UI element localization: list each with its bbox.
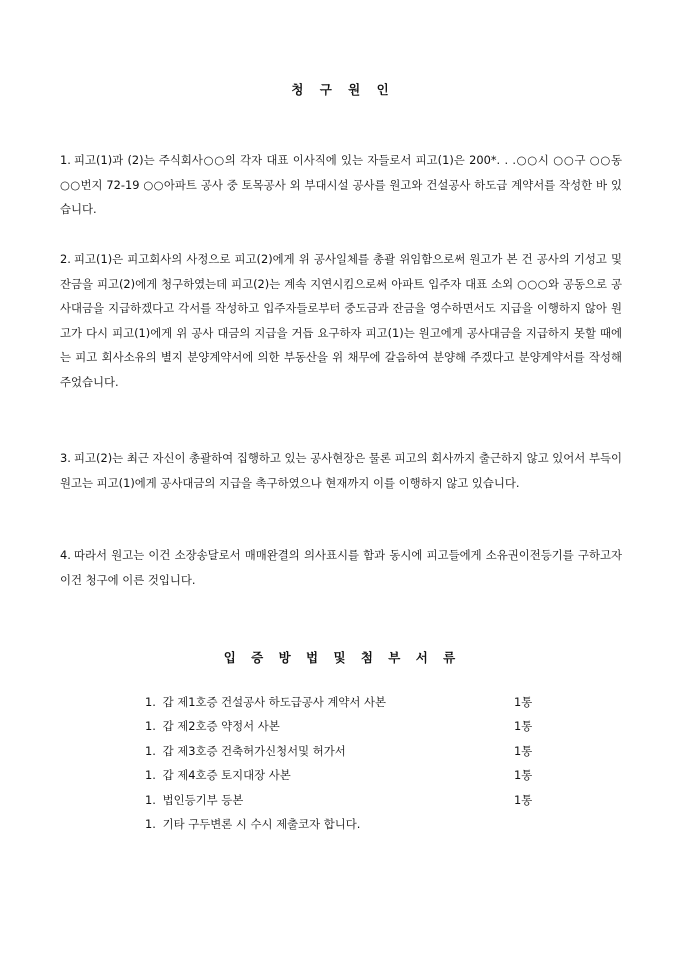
item-text: 법인등기부 등본 [162, 792, 244, 807]
evidence-title: 입 증 방 법 및 첨 부 서 류 [223, 650, 457, 665]
paragraph-number: 2. [60, 252, 71, 266]
list-item [145, 690, 545, 714]
item-text: 갑 제1호증 건설공사 하도급공사 계약서 사본 [162, 695, 387, 709]
item-number: 1. [145, 743, 156, 758]
item-quantity: 1통 [514, 695, 533, 709]
item-quantity: 1통 [514, 768, 533, 783]
cause-paragraph-3 [60, 446, 622, 495]
cause-title: 청 구 원 인 [291, 82, 389, 97]
cause-paragraph-2 [60, 247, 622, 395]
evidence-list [145, 690, 545, 836]
paragraph-number: 4. [60, 548, 71, 562]
item-quantity: 1통 [514, 792, 533, 807]
item-quantity: 1통 [514, 743, 533, 758]
paragraph-text: 따라서 원고는 이건 소장송달로서 매매완결의 의사표시를 함과 동시에 피고들에게 소유권이전등기를 구하고자 이건 청구에 이른 것입니다. [60, 548, 622, 587]
cause-paragraph-1 [60, 148, 622, 222]
item-text: 갑 제4호증 토지대장 사본 [162, 768, 291, 783]
list-item [145, 739, 545, 763]
paragraph-number: 1. [60, 153, 71, 167]
item-text: 갑 제3호증 건축허가신청서및 허가서 [162, 743, 346, 758]
paragraph-text: 피고(1)은 피고회사의 사정으로 피고(2)에게 위 공사일체를 총괄 위임함으로써 원고가 본 건 공사의 기성고 및 잔금을 피고(2)에게 청구하였는데 피고(2)는 계속 지연시킴으로써 아파트 입주자 대표 소외 ○○○와 공동으로 공사대금을 지급하겠다고 각서를 작성하고 입주자들로부터 중도금과 잔금을 영수하면서도 지급을 이행하지 않아 원고가 다시 피고(1)에게 위 공사 대금의 지급을 거듭 요구하자 피고(1)는 원고에게 공사대금을 지급하지 못할 때에는 피고 회사소유의 별지 분양계약서에 의한 부동산을 위 채무에 갈음하여 분양해 주겠다고 분양계약서를 작성해 주었습니다. [60, 252, 622, 389]
list-item [145, 714, 545, 738]
item-number: 1. [145, 695, 156, 709]
item-number: 1. [145, 816, 156, 831]
item-number: 1. [145, 719, 156, 734]
list-item [145, 812, 545, 836]
paragraph-text: 피고(2)는 최근 자신이 총괄하여 집행하고 있는 공사현장은 물론 피고의 회사까지 출근하지 않고 있어서 부득이 원고는 피고(1)에게 공사대금의 지급을 촉구하였으나 현재까지 이를 이행하지 않고 있습니다. [60, 451, 622, 490]
list-item [145, 763, 545, 787]
item-text: 기타 구두변론 시 수시 제출코자 합니다. [162, 816, 361, 831]
cause-paragraph-4 [60, 543, 622, 592]
item-number: 1. [145, 768, 156, 783]
item-number: 1. [145, 792, 156, 807]
item-text: 갑 제2호증 약정서 사본 [162, 719, 280, 734]
list-item [145, 788, 545, 812]
paragraph-text: 피고(1)과 (2)는 주식회사○○의 각자 대표 이사직에 있는 자들로서 피고(1)은 200*. . .○○시 ○○구 ○○동 ○○번지 72-19 ○○아파트 공사 중 토목공사 외 부대시설 공사를 원고와 건설공사 하도급 계약서를 작성한 바 있습니다. [60, 153, 622, 217]
paragraph-number: 3. [60, 451, 71, 465]
item-quantity: 1통 [514, 719, 533, 734]
